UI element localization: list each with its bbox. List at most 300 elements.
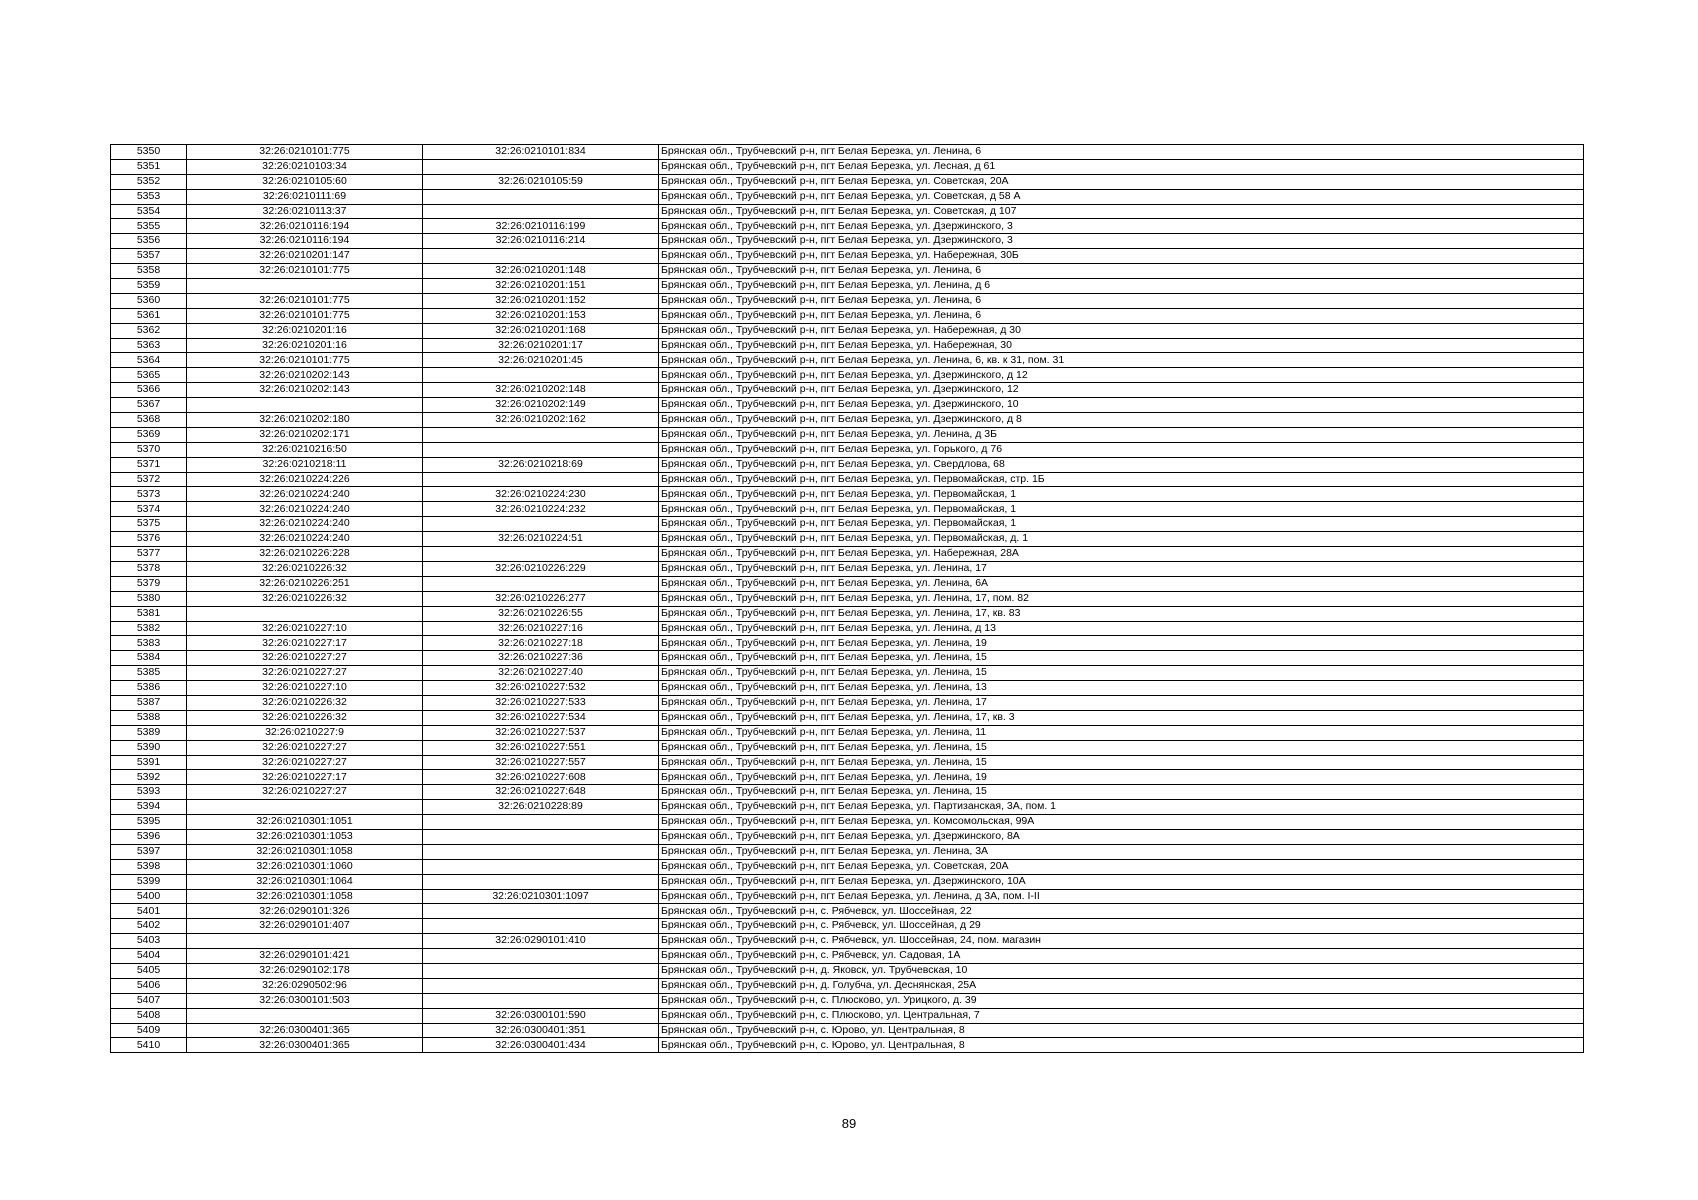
parent-cadastral-number-cell xyxy=(423,517,659,532)
row-number-cell: 5368 xyxy=(111,413,187,428)
cadastral-number-cell: 32:26:0210116:194 xyxy=(187,234,423,249)
row-number-cell: 5404 xyxy=(111,949,187,964)
cadastral-number-cell: 32:26:0210227:27 xyxy=(187,651,423,666)
cadastral-number-cell: 32:26:0210301:1053 xyxy=(187,829,423,844)
row-number-cell: 5401 xyxy=(111,904,187,919)
cadastral-number-cell: 32:26:0210113:37 xyxy=(187,204,423,219)
cadastral-number-cell: 32:26:0210301:1058 xyxy=(187,889,423,904)
address-cell: Брянская обл., Трубчевский р-н, пгт Белая Березка, ул. Дзержинского, 12 xyxy=(659,383,1584,398)
table-row xyxy=(111,145,1584,160)
row-number-cell: 5360 xyxy=(111,293,187,308)
parent-cadastral-number-cell xyxy=(423,249,659,264)
parent-cadastral-number-cell: 32:26:0210105:59 xyxy=(423,174,659,189)
table-row xyxy=(111,561,1584,576)
table-row xyxy=(111,785,1584,800)
table-row xyxy=(111,353,1584,368)
parent-cadastral-number-cell xyxy=(423,859,659,874)
table-row xyxy=(111,338,1584,353)
address-cell: Брянская обл., Трубчевский р-н, пгт Белая Березка, ул. Советская, 20А xyxy=(659,174,1584,189)
address-cell: Брянская обл., Трубчевский р-н, пгт Белая Березка, ул. Ленина, 17, кв. 3 xyxy=(659,710,1584,725)
cadastral-number-cell: 32:26:0210301:1051 xyxy=(187,815,423,830)
parent-cadastral-number-cell: 32:26:0210227:608 xyxy=(423,770,659,785)
table-row xyxy=(111,398,1584,413)
cadastral-number-cell: 32:26:0210224:240 xyxy=(187,487,423,502)
parent-cadastral-number-cell: 32:26:0210228:89 xyxy=(423,800,659,815)
address-cell: Брянская обл., Трубчевский р-н, с. Рябчевск, ул. Шоссейная, 24, пом. магазин xyxy=(659,934,1584,949)
parent-cadastral-number-cell xyxy=(423,442,659,457)
cadastral-number-cell: 32:26:0210227:27 xyxy=(187,755,423,770)
row-number-cell: 5356 xyxy=(111,234,187,249)
row-number-cell: 5378 xyxy=(111,561,187,576)
parent-cadastral-number-cell: 32:26:0210224:232 xyxy=(423,502,659,517)
parent-cadastral-number-cell xyxy=(423,368,659,383)
parent-cadastral-number-cell xyxy=(423,993,659,1008)
table-row xyxy=(111,442,1584,457)
cadastral-number-cell: 32:26:0300101:503 xyxy=(187,993,423,1008)
parent-cadastral-number-cell xyxy=(423,472,659,487)
table-row xyxy=(111,934,1584,949)
parent-cadastral-number-cell: 32:26:0290101:410 xyxy=(423,934,659,949)
parent-cadastral-number-cell: 32:26:0210227:36 xyxy=(423,651,659,666)
table-row xyxy=(111,755,1584,770)
address-cell: Брянская обл., Трубчевский р-н, пгт Белая Березка, ул. Ленина, 6, кв. к 31, пом. 31 xyxy=(659,353,1584,368)
row-number-cell: 5353 xyxy=(111,189,187,204)
row-number-cell: 5389 xyxy=(111,725,187,740)
table-row xyxy=(111,234,1584,249)
parent-cadastral-number-cell: 32:26:0210101:834 xyxy=(423,145,659,160)
parent-cadastral-number-cell: 32:26:0210224:51 xyxy=(423,532,659,547)
parent-cadastral-number-cell xyxy=(423,978,659,993)
table-row xyxy=(111,606,1584,621)
table-row xyxy=(111,532,1584,547)
address-cell: Брянская обл., Трубчевский р-н, пгт Белая Березка, ул. Ленина, 17 xyxy=(659,561,1584,576)
table-row xyxy=(111,829,1584,844)
address-cell: Брянская обл., Трубчевский р-н, пгт Белая Березка, ул. Ленина, 19 xyxy=(659,770,1584,785)
address-cell: Брянская обл., Трубчевский р-н, пгт Белая Березка, ул. Лесная, д 61 xyxy=(659,159,1584,174)
address-cell: Брянская обл., Трубчевский р-н, пгт Белая Березка, ул. Горького, д 76 xyxy=(659,442,1584,457)
address-cell: Брянская обл., Трубчевский р-н, с. Юрово, ул. Центральная, 8 xyxy=(659,1023,1584,1038)
table-row xyxy=(111,844,1584,859)
address-cell: Брянская обл., Трубчевский р-н, с. Рябчевск, ул. Садовая, 1А xyxy=(659,949,1584,964)
row-number-cell: 5355 xyxy=(111,219,187,234)
row-number-cell: 5394 xyxy=(111,800,187,815)
address-cell: Брянская обл., Трубчевский р-н, пгт Белая Березка, ул. Советская, д 58 А xyxy=(659,189,1584,204)
row-number-cell: 5380 xyxy=(111,591,187,606)
row-number-cell: 5369 xyxy=(111,427,187,442)
parent-cadastral-number-cell: 32:26:0210202:149 xyxy=(423,398,659,413)
parent-cadastral-number-cell xyxy=(423,427,659,442)
cadastral-number-cell: 32:26:0210227:27 xyxy=(187,740,423,755)
table-row xyxy=(111,159,1584,174)
address-cell: Брянская обл., Трубчевский р-н, пгт Белая Березка, ул. Ленина, 15 xyxy=(659,740,1584,755)
parent-cadastral-number-cell: 32:26:0210202:148 xyxy=(423,383,659,398)
table-row xyxy=(111,264,1584,279)
table-row xyxy=(111,1008,1584,1023)
parent-cadastral-number-cell: 32:26:0210202:162 xyxy=(423,413,659,428)
cadastral-number-cell: 32:26:0210201:16 xyxy=(187,338,423,353)
cadastral-number-cell: 32:26:0210226:32 xyxy=(187,561,423,576)
table-row xyxy=(111,591,1584,606)
parent-cadastral-number-cell: 32:26:0210224:230 xyxy=(423,487,659,502)
address-cell: Брянская обл., Трубчевский р-н, пгт Белая Березка, ул. Ленина, 17, пом. 82 xyxy=(659,591,1584,606)
table-row xyxy=(111,204,1584,219)
table-row xyxy=(111,859,1584,874)
cadastral-number-cell: 32:26:0210202:143 xyxy=(187,383,423,398)
parent-cadastral-number-cell: 32:26:0210227:551 xyxy=(423,740,659,755)
row-number-cell: 5403 xyxy=(111,934,187,949)
row-number-cell: 5361 xyxy=(111,308,187,323)
address-cell: Брянская обл., Трубчевский р-н, пгт Белая Березка, ул. Набережная, д 30 xyxy=(659,323,1584,338)
parent-cadastral-number-cell xyxy=(423,204,659,219)
row-number-cell: 5350 xyxy=(111,145,187,160)
row-number-cell: 5362 xyxy=(111,323,187,338)
parent-cadastral-number-cell: 32:26:0210218:69 xyxy=(423,457,659,472)
cadastral-number-cell: 32:26:0210101:775 xyxy=(187,145,423,160)
cadastral-number-cell xyxy=(187,279,423,294)
cadastral-number-cell: 32:26:0210227:9 xyxy=(187,725,423,740)
address-cell: Брянская обл., Трубчевский р-н, пгт Белая Березка, ул. Ленина, 17 xyxy=(659,695,1584,710)
table-row xyxy=(111,636,1584,651)
row-number-cell: 5386 xyxy=(111,681,187,696)
row-number-cell: 5390 xyxy=(111,740,187,755)
address-cell: Брянская обл., Трубчевский р-н, пгт Белая Березка, ул. Ленина, 11 xyxy=(659,725,1584,740)
parent-cadastral-number-cell: 32:26:0300401:351 xyxy=(423,1023,659,1038)
table-row xyxy=(111,413,1584,428)
table-row xyxy=(111,874,1584,889)
parent-cadastral-number-cell: 32:26:0210227:532 xyxy=(423,681,659,696)
row-number-cell: 5392 xyxy=(111,770,187,785)
table-row xyxy=(111,502,1584,517)
table-row xyxy=(111,308,1584,323)
cadastral-number-cell: 32:26:0210201:147 xyxy=(187,249,423,264)
parent-cadastral-number-cell: 32:26:0210227:648 xyxy=(423,785,659,800)
table-row xyxy=(111,1023,1584,1038)
row-number-cell: 5363 xyxy=(111,338,187,353)
address-cell: Брянская обл., Трубчевский р-н, пгт Белая Березка, ул. Ленина, 6 xyxy=(659,264,1584,279)
address-cell: Брянская обл., Трубчевский р-н, пгт Белая Березка, ул. Первомайская, 1 xyxy=(659,487,1584,502)
table-row xyxy=(111,174,1584,189)
cadastral-number-cell: 32:26:0210226:32 xyxy=(187,695,423,710)
address-cell: Брянская обл., Трубчевский р-н, с. Плюсково, ул. Урицкого, д. 39 xyxy=(659,993,1584,1008)
cadastral-number-cell: 32:26:0210224:240 xyxy=(187,532,423,547)
address-cell: Брянская обл., Трубчевский р-н, пгт Белая Березка, ул. Дзержинского, 3 xyxy=(659,234,1584,249)
row-number-cell: 5379 xyxy=(111,576,187,591)
table-row xyxy=(111,323,1584,338)
cadastral-number-cell: 32:26:0210103:34 xyxy=(187,159,423,174)
cadastral-number-cell: 32:26:0210227:17 xyxy=(187,770,423,785)
address-cell: Брянская обл., Трубчевский р-н, д. Голубча, ул. Деснянская, 25А xyxy=(659,978,1584,993)
address-cell: Брянская обл., Трубчевский р-н, д. Яковск, ул. Трубчевская, 10 xyxy=(659,963,1584,978)
address-cell: Брянская обл., Трубчевский р-н, пгт Белая Березка, ул. Дзержинского, д 8 xyxy=(659,413,1584,428)
cadastral-number-cell: 32:26:0210101:775 xyxy=(187,353,423,368)
table-row xyxy=(111,279,1584,294)
row-number-cell: 5359 xyxy=(111,279,187,294)
cadastral-number-cell: 32:26:0210227:10 xyxy=(187,621,423,636)
address-cell: Брянская обл., Трубчевский р-н, пгт Белая Березка, ул. Ленина, 6 xyxy=(659,145,1584,160)
address-cell: Брянская обл., Трубчевский р-н, пгт Белая Березка, ул. Набережная, 30Б xyxy=(659,249,1584,264)
address-cell: Брянская обл., Трубчевский р-н, пгт Белая Березка, ул. Ленина, 17, кв. 83 xyxy=(659,606,1584,621)
address-cell: Брянская обл., Трубчевский р-н, с. Рябчевск, ул. Шоссейная, 22 xyxy=(659,904,1584,919)
address-cell: Брянская обл., Трубчевский р-н, пгт Белая Березка, ул. Ленина, 13 xyxy=(659,681,1584,696)
table-row xyxy=(111,919,1584,934)
row-number-cell: 5409 xyxy=(111,1023,187,1038)
row-number-cell: 5391 xyxy=(111,755,187,770)
parent-cadastral-number-cell xyxy=(423,844,659,859)
table-row xyxy=(111,681,1584,696)
parent-cadastral-number-cell: 32:26:0210201:17 xyxy=(423,338,659,353)
parent-cadastral-number-cell xyxy=(423,189,659,204)
table-row xyxy=(111,889,1584,904)
address-cell: Брянская обл., Трубчевский р-н, с. Рябчевск, ул. Шоссейная, д 29 xyxy=(659,919,1584,934)
cadastral-number-cell: 32:26:0290101:407 xyxy=(187,919,423,934)
row-number-cell: 5367 xyxy=(111,398,187,413)
address-cell: Брянская обл., Трубчевский р-н, пгт Белая Березка, ул. Комсомольская, 99А xyxy=(659,815,1584,830)
table-row xyxy=(111,219,1584,234)
cadastral-number-cell: 32:26:0210216:50 xyxy=(187,442,423,457)
row-number-cell: 5381 xyxy=(111,606,187,621)
table-row xyxy=(111,457,1584,472)
table-row xyxy=(111,815,1584,830)
address-cell: Брянская обл., Трубчевский р-н, пгт Белая Березка, ул. Дзержинского, 8А xyxy=(659,829,1584,844)
cadastral-number-cell: 32:26:0210101:775 xyxy=(187,308,423,323)
row-number-cell: 5364 xyxy=(111,353,187,368)
cadastral-number-cell: 32:26:0210227:17 xyxy=(187,636,423,651)
table-row xyxy=(111,725,1584,740)
address-cell: Брянская обл., Трубчевский р-н, пгт Белая Березка, ул. Свердлова, 68 xyxy=(659,457,1584,472)
address-cell: Брянская обл., Трубчевский р-н, пгт Белая Березка, ул. Ленина, д 6 xyxy=(659,279,1584,294)
table-row xyxy=(111,666,1584,681)
cadastral-number-cell: 32:26:0210101:775 xyxy=(187,293,423,308)
address-cell: Брянская обл., Трубчевский р-н, пгт Белая Березка, ул. Советская, 20А xyxy=(659,859,1584,874)
address-cell: Брянская обл., Трубчевский р-н, пгт Белая Березка, ул. Ленина, 6А xyxy=(659,576,1584,591)
address-cell: Брянская обл., Трубчевский р-н, пгт Белая Березка, ул. Дзержинского, д 12 xyxy=(659,368,1584,383)
parent-cadastral-number-cell: 32:26:0210201:45 xyxy=(423,353,659,368)
parent-cadastral-number-cell: 32:26:0210227:16 xyxy=(423,621,659,636)
cadastral-number-cell: 32:26:0210202:143 xyxy=(187,368,423,383)
cadastral-number-cell: 32:26:0210227:10 xyxy=(187,681,423,696)
address-cell: Брянская обл., Трубчевский р-н, пгт Белая Березка, ул. Ленина, 15 xyxy=(659,651,1584,666)
row-number-cell: 5351 xyxy=(111,159,187,174)
address-cell: Брянская обл., Трубчевский р-н, пгт Белая Березка, ул. Первомайская, 1 xyxy=(659,502,1584,517)
table-row xyxy=(111,517,1584,532)
table-row xyxy=(111,472,1584,487)
row-number-cell: 5398 xyxy=(111,859,187,874)
cadastral-number-cell: 32:26:0210105:60 xyxy=(187,174,423,189)
cadastral-number-cell: 32:26:0210301:1060 xyxy=(187,859,423,874)
cadastral-number-cell xyxy=(187,934,423,949)
cadastral-number-cell xyxy=(187,398,423,413)
parent-cadastral-number-cell xyxy=(423,815,659,830)
cadastral-number-cell: 32:26:0210226:228 xyxy=(187,547,423,562)
cadastral-number-cell: 32:26:0210301:1064 xyxy=(187,874,423,889)
cadastral-number-cell: 32:26:0210202:171 xyxy=(187,427,423,442)
row-number-cell: 5352 xyxy=(111,174,187,189)
table-row xyxy=(111,770,1584,785)
address-cell: Брянская обл., Трубчевский р-н, пгт Белая Березка, ул. Ленина, 6 xyxy=(659,293,1584,308)
address-cell: Брянская обл., Трубчевский р-н, пгт Белая Березка, ул. Ленина, 6 xyxy=(659,308,1584,323)
row-number-cell: 5407 xyxy=(111,993,187,1008)
row-number-cell: 5395 xyxy=(111,815,187,830)
row-number-cell: 5354 xyxy=(111,204,187,219)
table-row xyxy=(111,427,1584,442)
cadastral-number-cell: 32:26:0210224:240 xyxy=(187,517,423,532)
address-cell: Брянская обл., Трубчевский р-н, с. Юрово, ул. Центральная, 8 xyxy=(659,1038,1584,1053)
table-row xyxy=(111,547,1584,562)
parent-cadastral-number-cell: 32:26:0300401:434 xyxy=(423,1038,659,1053)
parent-cadastral-number-cell xyxy=(423,949,659,964)
cadastral-number-cell: 32:26:0210202:180 xyxy=(187,413,423,428)
address-cell: Брянская обл., Трубчевский р-н, пгт Белая Березка, ул. Набережная, 30 xyxy=(659,338,1584,353)
cadastral-number-cell: 32:26:0210224:226 xyxy=(187,472,423,487)
parent-cadastral-number-cell: 32:26:0210227:557 xyxy=(423,755,659,770)
parent-cadastral-number-cell xyxy=(423,159,659,174)
cadastral-number-cell: 32:26:0210116:194 xyxy=(187,219,423,234)
row-number-cell: 5377 xyxy=(111,547,187,562)
parent-cadastral-number-cell: 32:26:0210301:1097 xyxy=(423,889,659,904)
row-number-cell: 5373 xyxy=(111,487,187,502)
address-cell: Брянская обл., Трубчевский р-н, пгт Белая Березка, ул. Ленина, 19 xyxy=(659,636,1584,651)
address-cell: Брянская обл., Трубчевский р-н, пгт Белая Березка, ул. Ленина, 3А xyxy=(659,844,1584,859)
row-number-cell: 5366 xyxy=(111,383,187,398)
row-number-cell: 5385 xyxy=(111,666,187,681)
row-number-cell: 5405 xyxy=(111,963,187,978)
table-row xyxy=(111,487,1584,502)
registry-table-body xyxy=(111,145,1584,1053)
cadastral-number-cell: 32:26:0210226:32 xyxy=(187,710,423,725)
row-number-cell: 5402 xyxy=(111,919,187,934)
row-number-cell: 5393 xyxy=(111,785,187,800)
row-number-cell: 5399 xyxy=(111,874,187,889)
table-row xyxy=(111,1038,1584,1053)
address-cell: Брянская обл., Трубчевский р-н, пгт Белая Березка, ул. Первомайская, 1 xyxy=(659,517,1584,532)
cadastral-number-cell xyxy=(187,800,423,815)
parent-cadastral-number-cell: 32:26:0210116:199 xyxy=(423,219,659,234)
table-row xyxy=(111,249,1584,264)
row-number-cell: 5408 xyxy=(111,1008,187,1023)
cadastral-number-cell: 32:26:0210227:27 xyxy=(187,666,423,681)
address-cell: Брянская обл., Трубчевский р-н, пгт Белая Березка, ул. Набережная, 28А xyxy=(659,547,1584,562)
table-row xyxy=(111,621,1584,636)
table-row xyxy=(111,978,1584,993)
row-number-cell: 5396 xyxy=(111,829,187,844)
address-cell: Брянская обл., Трубчевский р-н, пгт Белая Березка, ул. Дзержинского, 3 xyxy=(659,219,1584,234)
row-number-cell: 5376 xyxy=(111,532,187,547)
parent-cadastral-number-cell: 32:26:0210201:152 xyxy=(423,293,659,308)
parent-cadastral-number-cell: 32:26:0210227:534 xyxy=(423,710,659,725)
table-row xyxy=(111,576,1584,591)
cadastral-number-cell: 32:26:0300401:365 xyxy=(187,1038,423,1053)
table-row xyxy=(111,293,1584,308)
parent-cadastral-number-cell: 32:26:0210201:151 xyxy=(423,279,659,294)
address-cell: Брянская обл., Трубчевский р-н, пгт Белая Березка, ул. Дзержинского, 10 xyxy=(659,398,1584,413)
parent-cadastral-number-cell xyxy=(423,576,659,591)
parent-cadastral-number-cell xyxy=(423,963,659,978)
row-number-cell: 5406 xyxy=(111,978,187,993)
parent-cadastral-number-cell xyxy=(423,829,659,844)
cadastral-number-cell xyxy=(187,1008,423,1023)
table-row xyxy=(111,740,1584,755)
table-row xyxy=(111,949,1584,964)
row-number-cell: 5387 xyxy=(111,695,187,710)
cadastral-number-cell: 32:26:0300401:365 xyxy=(187,1023,423,1038)
cadastral-number-cell: 32:26:0210301:1058 xyxy=(187,844,423,859)
row-number-cell: 5388 xyxy=(111,710,187,725)
table-row xyxy=(111,963,1584,978)
address-cell: Брянская обл., Трубчевский р-н, пгт Белая Березка, ул. Ленина, 15 xyxy=(659,666,1584,681)
address-cell: Брянская обл., Трубчевский р-н, пгт Белая Березка, ул. Ленина, 15 xyxy=(659,785,1584,800)
parent-cadastral-number-cell xyxy=(423,919,659,934)
address-cell: Брянская обл., Трубчевский р-н, пгт Белая Березка, ул. Ленина, 15 xyxy=(659,755,1584,770)
cadastral-number-cell: 32:26:0210226:32 xyxy=(187,591,423,606)
parent-cadastral-number-cell xyxy=(423,874,659,889)
row-number-cell: 5397 xyxy=(111,844,187,859)
address-cell: Брянская обл., Трубчевский р-н, пгт Белая Березка, ул. Ленина, д 3Б xyxy=(659,427,1584,442)
address-cell: Брянская обл., Трубчевский р-н, пгт Белая Березка, ул. Партизанская, 3А, пом. 1 xyxy=(659,800,1584,815)
cadastral-number-cell: 32:26:0290101:326 xyxy=(187,904,423,919)
row-number-cell: 5382 xyxy=(111,621,187,636)
address-cell: Брянская обл., Трубчевский р-н, пгт Белая Березка, ул. Первомайская, стр. 1Б xyxy=(659,472,1584,487)
parent-cadastral-number-cell: 32:26:0210201:148 xyxy=(423,264,659,279)
cadastral-number-cell: 32:26:0290102:178 xyxy=(187,963,423,978)
cadastral-number-cell: 32:26:0210111:69 xyxy=(187,189,423,204)
parent-cadastral-number-cell: 32:26:0210226:229 xyxy=(423,561,659,576)
table-row xyxy=(111,710,1584,725)
parent-cadastral-number-cell: 32:26:0210201:153 xyxy=(423,308,659,323)
parent-cadastral-number-cell: 32:26:0210227:537 xyxy=(423,725,659,740)
parent-cadastral-number-cell: 32:26:0210227:18 xyxy=(423,636,659,651)
parent-cadastral-number-cell: 32:26:0210116:214 xyxy=(423,234,659,249)
table-row xyxy=(111,189,1584,204)
row-number-cell: 5371 xyxy=(111,457,187,472)
table-row xyxy=(111,800,1584,815)
table-row xyxy=(111,383,1584,398)
cadastral-number-cell: 32:26:0210218:11 xyxy=(187,457,423,472)
table-row xyxy=(111,368,1584,383)
cadastral-number-cell: 32:26:0290101:421 xyxy=(187,949,423,964)
row-number-cell: 5374 xyxy=(111,502,187,517)
parent-cadastral-number-cell: 32:26:0300101:590 xyxy=(423,1008,659,1023)
cadastral-number-cell: 32:26:0210227:27 xyxy=(187,785,423,800)
address-cell: Брянская обл., Трубчевский р-н, пгт Белая Березка, ул. Ленина, д 13 xyxy=(659,621,1584,636)
cadastral-number-cell: 32:26:0210224:240 xyxy=(187,502,423,517)
cadastral-number-cell: 32:26:0210226:251 xyxy=(187,576,423,591)
row-number-cell: 5365 xyxy=(111,368,187,383)
row-number-cell: 5410 xyxy=(111,1038,187,1053)
parent-cadastral-number-cell: 32:26:0210227:533 xyxy=(423,695,659,710)
cadastral-number-cell: 32:26:0210201:16 xyxy=(187,323,423,338)
cadastral-number-cell xyxy=(187,606,423,621)
address-cell: Брянская обл., Трубчевский р-н, пгт Белая Березка, ул. Первомайская, д. 1 xyxy=(659,532,1584,547)
address-cell: Брянская обл., Трубчевский р-н, пгт Белая Березка, ул. Дзержинского, 10А xyxy=(659,874,1584,889)
table-row xyxy=(111,993,1584,1008)
page-number: 89 xyxy=(841,1116,857,1131)
row-number-cell: 5372 xyxy=(111,472,187,487)
row-number-cell: 5375 xyxy=(111,517,187,532)
address-cell: Брянская обл., Трубчевский р-н, с. Плюсково, ул. Центральная, 7 xyxy=(659,1008,1584,1023)
table-row xyxy=(111,651,1584,666)
parent-cadastral-number-cell xyxy=(423,904,659,919)
row-number-cell: 5358 xyxy=(111,264,187,279)
parent-cadastral-number-cell: 32:26:0210201:168 xyxy=(423,323,659,338)
parent-cadastral-number-cell xyxy=(423,547,659,562)
parent-cadastral-number-cell: 32:26:0210226:277 xyxy=(423,591,659,606)
row-number-cell: 5370 xyxy=(111,442,187,457)
row-number-cell: 5383 xyxy=(111,636,187,651)
address-cell: Брянская обл., Трубчевский р-н, пгт Белая Березка, ул. Ленина, д 3А, пом. I-II xyxy=(659,889,1584,904)
cadastral-number-cell: 32:26:0210101:775 xyxy=(187,264,423,279)
row-number-cell: 5400 xyxy=(111,889,187,904)
parent-cadastral-number-cell: 32:26:0210227:40 xyxy=(423,666,659,681)
